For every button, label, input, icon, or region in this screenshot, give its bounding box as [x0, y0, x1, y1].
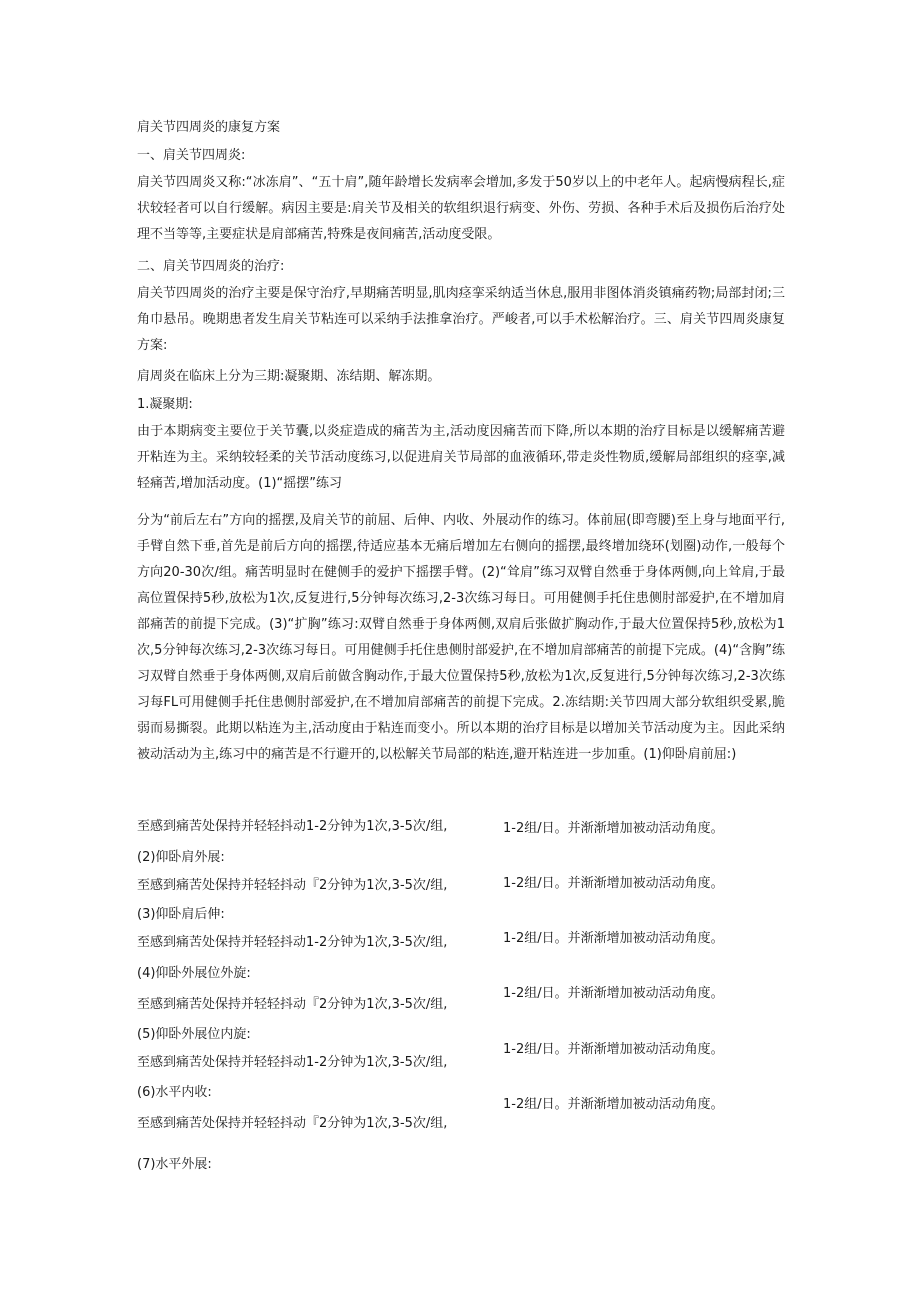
exercise-3-heading: (3)仰卧肩后伸:	[137, 907, 225, 922]
exercise-2-right: 1-2组/日。并渐渐增加被动活动角度。	[503, 876, 724, 891]
exercise-6-left: 至感到痛苦处保持并轻轻抖动『2分钟为1次,3-5次/组,	[137, 1116, 448, 1131]
exercise-5-left: 至感到痛苦处保持并轻轻抖动1-2分钟为1次,3-5次/组,	[137, 1055, 448, 1070]
exercise-6-right: 1-2组/日。并渐渐增加被动活动角度。	[503, 1097, 724, 1112]
exercise-5-heading: (5)仰卧外展位内旋:	[137, 1027, 251, 1042]
exercise-4-left: 至感到痛苦处保持并轻轻抖动『2分钟为1次,3-5次/组,	[137, 997, 448, 1012]
exercise-1-left: 至感到痛苦处保持并轻轻抖动1-2分钟为1次,3-5次/组,	[137, 819, 448, 834]
section-2-heading: 二、肩关节四周炎的治疗:	[137, 259, 285, 274]
exercise-7-heading: (7)水平外展:	[137, 1157, 212, 1172]
exercise-2-heading: (2)仰卧肩外展:	[137, 850, 225, 865]
section-1-body: 肩关节四周炎又称:“冰冻肩”、“五十肩”,随年龄增长发病率会增加,多发于50岁以上的中老年人。起病慢病程长,症状较轻者可以自行缓解。病因主要是:肩关节及相关的软组织退行病变、外伤、劳损、各种手术后及损伤后治疗处理不当等等,主要症状是肩部痛苦,特殊是夜间痛苦,活动度受限。	[137, 175, 785, 242]
stage-1-body: 由于本期病变主要位于关节囊,以炎症造成的痛苦为主,活动度因痛苦而下降,所以本期的治疗目标是以缓解痛苦避开粘连为主。采纳较轻柔的关节活动度练习,以促进肩关节局部的血液循环,带走炎性物质,缓解局部组织的痉挛,减轻痛苦,增加活动度。(1)“摇摆”练习	[137, 424, 785, 491]
stage-1-heading: 1.凝聚期:	[137, 397, 193, 412]
exercise-2-left: 至感到痛苦处保持并轻轻抖动『2分钟为1次,3-5次/组,	[137, 878, 448, 893]
exercise-1-right: 1-2组/日。并渐渐增加被动活动角度。	[503, 821, 724, 836]
stages-line: 肩周炎在临床上分为三期:凝聚期、冻结期、解冻期。	[137, 369, 441, 384]
exercise-6-heading: (6)水平内收:	[137, 1085, 212, 1100]
exercise-4-right: 1-2组/日。并渐渐增加被动活动角度。	[503, 986, 724, 1001]
exercise-4-heading: (4)仰卧外展位外旋:	[137, 966, 251, 981]
section-1-heading: 一、肩关节四周炎:	[137, 148, 246, 163]
section-2-body: 肩关节四周炎的治疗主要是保守治疗,早期痛苦明显,肌肉痉挛采纳适当休息,服用非图体消炎镇痛药物;局部封闭;三角巾悬吊。晚期患者发生肩关节粘连可以采纳手法推拿治疗。严峻者,可以手术松解治疗。三、肩关节四周炎康复方案:	[137, 286, 785, 353]
exercise-3-left: 至感到痛苦处保持并轻轻抖动1-2分钟为1次,3-5次/组,	[137, 935, 448, 950]
exercise-3-right: 1-2组/日。并渐渐增加被动活动角度。	[503, 931, 724, 946]
exercise-body: 分为“前后左右”方向的摇摆,及肩关节的前屈、后伸、内收、外展动作的练习。体前屈(即弯腰)至上身与地面平行,手臂自然下垂,首先是前后方向的摇摆,待适应基本无痛后增加左右侧向的摇摆,最终增加绕环(划圈)动作,一般每个方向20-30次/组。痛苦明显时在健侧手的爱护下摇摆手臂。(2)“耸肩”练习双臂自然垂于身体两侧,向上耸肩,于最高位置保持5秒,放松为1次,反复进行,5分钟每次练习,2-3次练习每日。可用健侧手托住患侧肘部爱护,在不增加肩部痛苦的前提下完成。(3)“扩胸”练习:双臂自然垂于身体两侧,双肩后张做扩胸动作,于最大位置保持5秒,放松为1次,5分钟每次练习,2-3次练习每日。可用健侧手托住患侧肘部爱护,在不增加肩部痛苦的前提下完成。(4)“含胸”练习双臂自然垂于身体两侧,双肩后前做含胸动作,于最大位置保持5秒,放松为1次,反复进行,5分钟每次练习,2-3次练习每FL可用健侧手托住患侧肘部爱护,在不增加肩部痛苦的前提下完成。2.冻结期:关节四周大部分软组织受累,脆弱而易撕裂。此期以粘连为主,活动度由于粘连而变小。所以本期的治疗目标是以增加关节活动度为主。因此采纳被动活动为主,练习中的痛苦是不行避开的,以松解关节局部的粘连,避开粘连进一步加重。(1)仰卧肩前屈:)	[137, 513, 785, 762]
exercise-5-right: 1-2组/日。并渐渐增加被动活动角度。	[503, 1042, 724, 1057]
document-title: 肩关节四周炎的康复方案	[137, 120, 281, 135]
